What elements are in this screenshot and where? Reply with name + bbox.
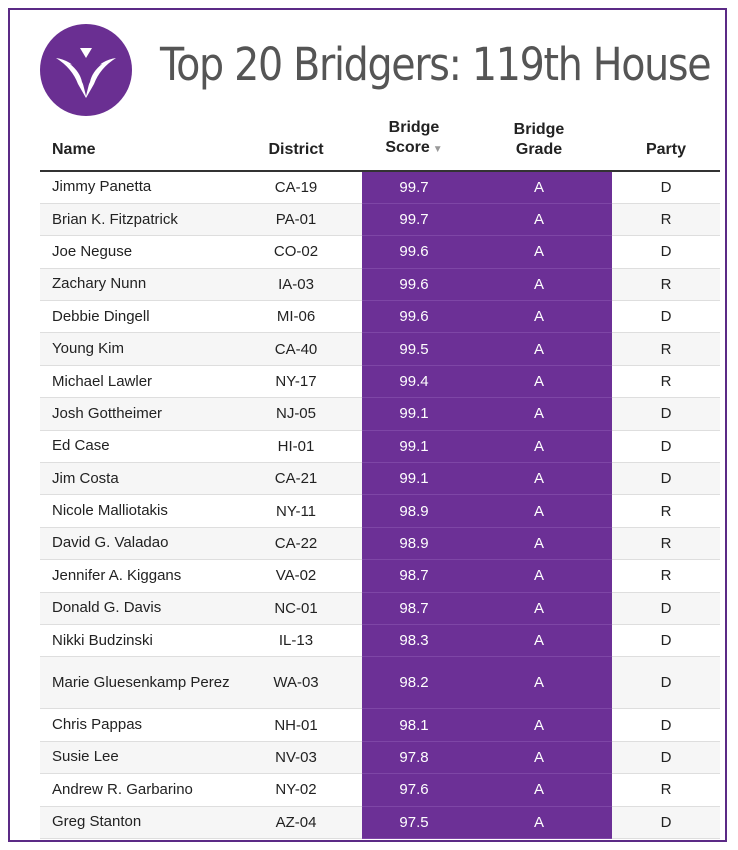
bridge-score-cell: 98.7 [362,592,466,624]
bridge-score-cell: 99.1 [362,430,466,462]
page-frame [8,8,727,842]
member-name-cell: Nikki Budzinski [40,624,230,656]
table-row [40,774,720,806]
bridge-grade-cell: A [466,333,612,365]
party-cell: D [612,709,720,741]
party-cell: D [612,806,720,838]
district-cell: NY-02 [230,774,362,806]
member-name-cell: Young Kim [40,333,230,365]
bridge-grade-cell: A [466,560,612,592]
member-name-cell: Josh Gottheimer [40,398,230,430]
column-header-party[interactable]: Party [612,118,720,171]
header [10,10,725,120]
bridge-grade-cell: A [466,495,612,527]
bridge-score-cell: 99.6 [362,236,466,268]
bridge-score-cell: 99.6 [362,268,466,300]
member-name-cell: Michael Lawler [40,365,230,397]
table-row [40,430,720,462]
party-cell: R [612,268,720,300]
bridge-score-cell: 99.6 [362,301,466,333]
table-row [40,592,720,624]
column-header-name[interactable]: Name [40,118,230,171]
district-cell: NJ-05 [230,398,362,430]
district-cell: WA-03 [230,657,362,709]
bridge-grade-cell: A [466,236,612,268]
member-name-cell: Donald G. Davis [40,592,230,624]
member-name-cell: Jim Costa [40,463,230,495]
bridge-score-cell: 97.5 [362,806,466,838]
bridge-score-cell: 99.5 [362,333,466,365]
table-row [40,624,720,656]
member-name-cell: Greg Stanton [40,806,230,838]
party-cell: R [612,365,720,397]
table-row [40,806,720,838]
table-row [40,365,720,397]
bridge-grade-cell: A [466,301,612,333]
bridge-score-cell: 99.1 [362,463,466,495]
bridge-grade-cell: A [466,774,612,806]
member-name-cell: Susie Lee [40,741,230,773]
party-cell: R [612,774,720,806]
column-header-bridge-score[interactable]: Bridge Score ▼ [362,118,466,171]
bridge-grade-cell: A [466,592,612,624]
district-cell: MI-06 [230,301,362,333]
district-cell: CO-02 [230,236,362,268]
bridge-score-cell: 98.2 [362,657,466,709]
table-row [40,463,720,495]
column-header-district[interactable]: District [230,118,362,171]
district-cell: PA-01 [230,203,362,235]
table-row [40,398,720,430]
member-name-cell: Joe Neguse [40,236,230,268]
member-name-cell: Jennifer A. Kiggans [40,560,230,592]
party-cell: R [612,560,720,592]
party-cell: R [612,495,720,527]
district-cell: AZ-04 [230,806,362,838]
bridge-grade-cell: A [466,624,612,656]
organization-logo-icon [40,24,132,116]
sort-descending-icon[interactable]: ▼ [432,144,443,155]
party-cell: D [612,657,720,709]
party-cell: D [612,171,720,203]
table-body [40,171,720,838]
party-cell: D [612,463,720,495]
member-name-cell: Brian K. Fitzpatrick [40,203,230,235]
member-name-cell: Debbie Dingell [40,301,230,333]
bridge-score-cell: 98.1 [362,709,466,741]
bridge-grade-cell: A [466,268,612,300]
member-name-cell: Zachary Nunn [40,268,230,300]
member-name-cell: Nicole Malliotakis [40,495,230,527]
district-cell: NV-03 [230,741,362,773]
district-cell: NY-17 [230,365,362,397]
table-row [40,527,720,559]
member-name-cell: Jimmy Panetta [40,171,230,203]
district-cell: IL-13 [230,624,362,656]
table-row [40,333,720,365]
party-cell: D [612,236,720,268]
district-cell: CA-22 [230,527,362,559]
bridge-grade-cell: A [466,171,612,203]
bridge-grade-cell: A [466,657,612,709]
bridge-score-cell: 97.6 [362,774,466,806]
district-cell: CA-21 [230,463,362,495]
bridge-grade-cell: A [466,527,612,559]
bridge-score-cell: 99.7 [362,203,466,235]
table-row [40,495,720,527]
district-cell: CA-40 [230,333,362,365]
table-row [40,657,720,709]
district-cell: NC-01 [230,592,362,624]
bridge-score-cell: 98.3 [362,624,466,656]
district-cell: NH-01 [230,709,362,741]
district-cell: IA-03 [230,268,362,300]
party-cell: D [612,430,720,462]
party-cell: D [612,592,720,624]
member-name-cell: Chris Pappas [40,709,230,741]
member-name-cell: Marie Gluesenkamp Perez [40,657,230,709]
bridge-grade-cell: A [466,463,612,495]
column-header-bridge-grade[interactable]: Bridge Grade [466,118,612,171]
table-row [40,203,720,235]
bridge-score-cell: 98.9 [362,527,466,559]
district-cell: HI-01 [230,430,362,462]
party-cell: D [612,301,720,333]
table-row [40,560,720,592]
party-cell: D [612,398,720,430]
party-cell: D [612,624,720,656]
bridge-grade-cell: A [466,365,612,397]
table-row [40,741,720,773]
bridge-score-cell: 99.1 [362,398,466,430]
table-row [40,171,720,203]
table-row [40,709,720,741]
page-title: Top 20 Bridgers: 119th House [160,38,711,91]
bridge-grade-cell: A [466,430,612,462]
party-cell: R [612,203,720,235]
bridge-score-cell: 97.8 [362,741,466,773]
bridge-score-cell: 98.9 [362,495,466,527]
bridge-grade-cell: A [466,398,612,430]
table-header-row [40,118,720,171]
bridge-grade-cell: A [466,806,612,838]
bridge-grade-cell: A [466,741,612,773]
bridge-score-cell: 99.7 [362,171,466,203]
member-name-cell: David G. Valadao [40,527,230,559]
bridge-score-cell: 99.4 [362,365,466,397]
table-row [40,268,720,300]
member-name-cell: Ed Case [40,430,230,462]
party-cell: R [612,527,720,559]
bridge-score-cell: 98.7 [362,560,466,592]
party-cell: D [612,741,720,773]
district-cell: VA-02 [230,560,362,592]
member-name-cell: Andrew R. Garbarino [40,774,230,806]
bridge-grade-cell: A [466,709,612,741]
table-row [40,236,720,268]
bridgers-table [40,118,720,839]
district-cell: CA-19 [230,171,362,203]
bridge-grade-cell: A [466,203,612,235]
district-cell: NY-11 [230,495,362,527]
table-row [40,301,720,333]
party-cell: R [612,333,720,365]
